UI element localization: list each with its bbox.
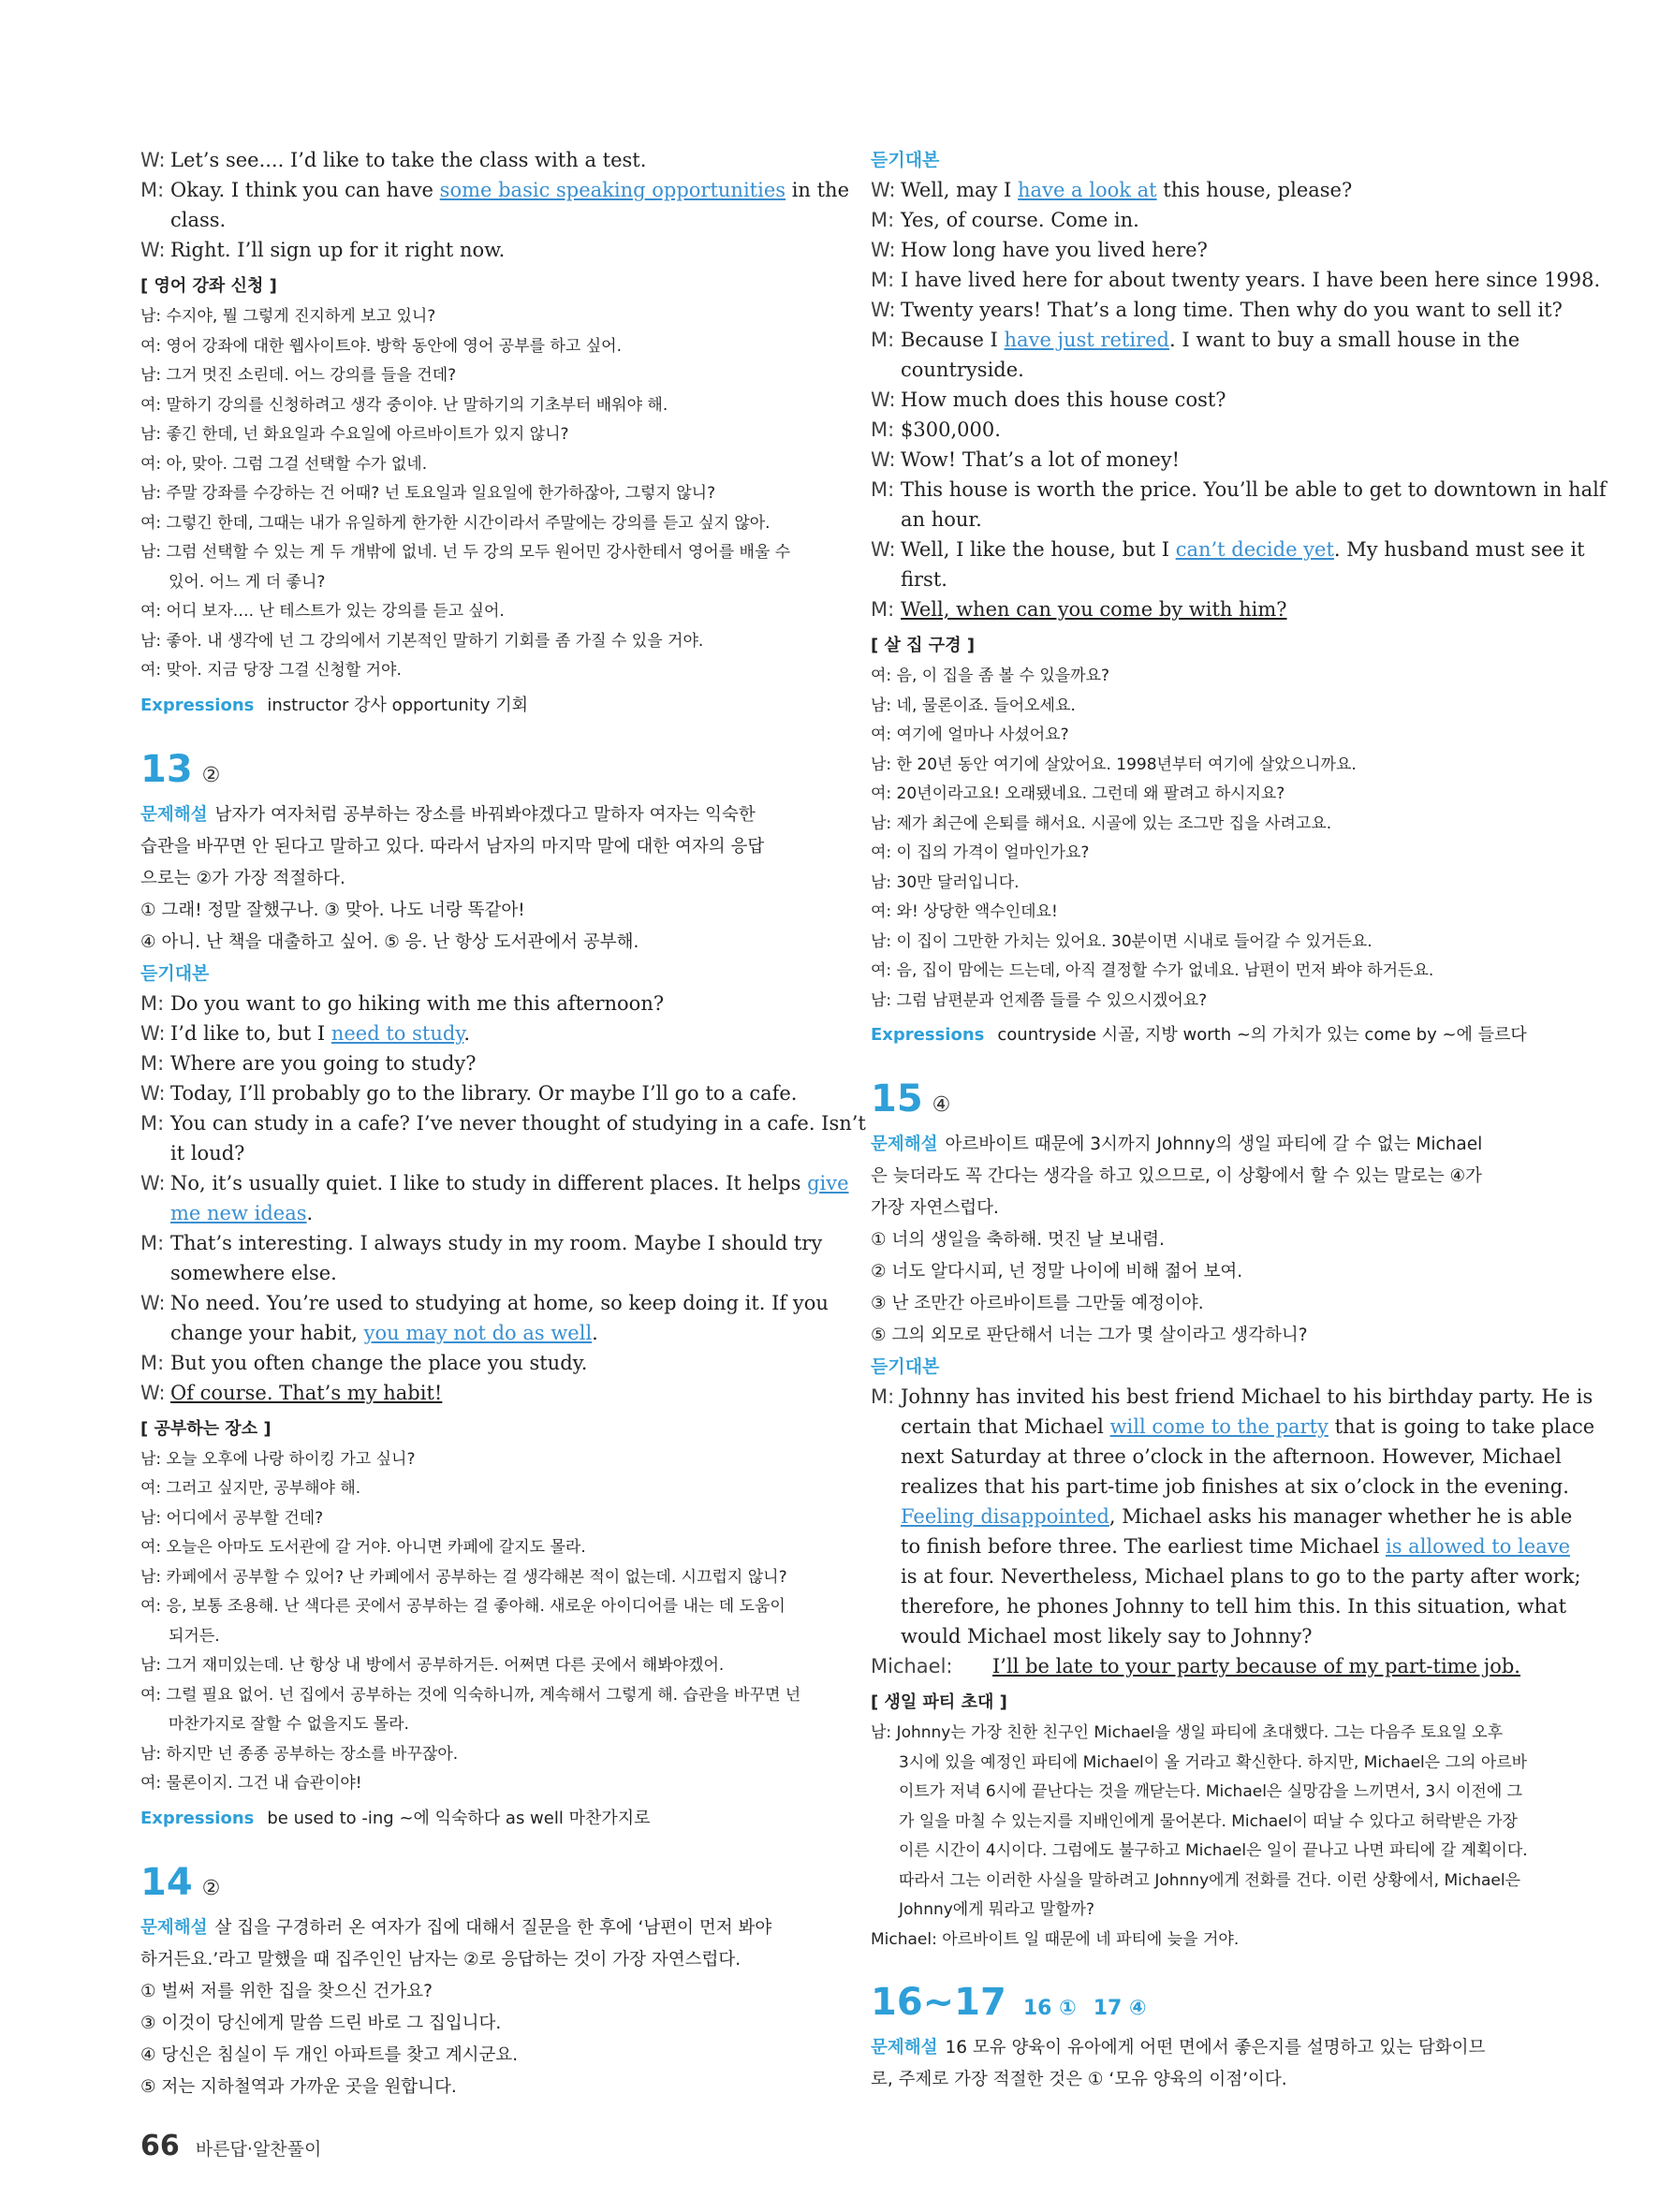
speaker-label: M: — [871, 1385, 895, 1408]
line-text: that is going to take place — [1328, 1415, 1595, 1438]
line-text: Do you want to go hiking with me this afternoon? — [170, 991, 665, 1015]
dialog-continuation — [871, 1531, 1571, 1561]
line-text: . — [306, 1201, 314, 1224]
explanation-text: 남자가 여자처럼 공부하는 장소를 바꿔봐야겠다고 말하자 여자는 익숙한 — [214, 804, 756, 825]
line-text: . — [463, 1021, 471, 1045]
speaker-label: Michael: — [871, 1655, 953, 1677]
korean-translation-line: 여: 응, 보통 조용해. 난 색다른 곳에서 공부하는 걸 좋아해. 새로운 아이디어를 내는 데 도움이 — [140, 1597, 785, 1616]
line-text: How much does this house cost? — [901, 388, 1226, 411]
speaker-label: M: — [140, 1111, 165, 1135]
korean-translation-line: 여: 말하기 강의를 신청하려고 생각 중이야. 난 말하기의 기초부터 배워야 해. — [140, 395, 668, 415]
dialog-line — [140, 175, 850, 205]
dialog-line — [140, 1018, 805, 1048]
line-text: , Michael asks his manager whether he is able — [1108, 1505, 1573, 1528]
question-number — [871, 1979, 1535, 2032]
dialog-continuation — [871, 1412, 1595, 1442]
korean-translation-line: 남: 하지만 넌 종종 공부하는 장소를 바꾸잖아. — [140, 1744, 459, 1764]
speaker-label: W: — [140, 1291, 166, 1314]
explanation-line — [140, 799, 805, 831]
dialog-line — [871, 445, 1535, 475]
line-text: That’s interesting. I always study in my room. Maybe I should try — [170, 1231, 823, 1254]
dialog-line — [871, 1382, 1593, 1412]
dialog-line — [140, 145, 805, 175]
korean-translation-line: 여: 어디 보자…. 난 테스트가 있는 강의를 듣고 싶어. — [140, 602, 505, 621]
explanation-line — [140, 1912, 805, 1944]
dialog-line — [871, 594, 1535, 624]
expressions-text: countryside 시골, 지방 worth ~의 가치가 있는 come by ~에 들르다 — [997, 1025, 1527, 1045]
korean-translation-line: 남: 30만 달러입니다. — [871, 872, 1020, 892]
line-text: No, it’s usually quiet. I like to study in different places. It helps — [170, 1171, 808, 1194]
explanation-text: 16 모유 양육이 유아에게 어떤 면에서 좋은지를 설명하고 있는 담화이므 — [945, 2038, 1486, 2058]
line-text: . My husband must see it — [1333, 538, 1585, 561]
dialog-line — [140, 1288, 829, 1318]
dialog-line — [871, 205, 1535, 235]
highlight-phrase: Feeling disappointed — [901, 1505, 1109, 1528]
korean-translation-line: 남: 한 20년 동안 여기에 살았어요. 1998년부터 여기에 살았으니까요. — [871, 754, 1357, 774]
line-text: Well, may I — [901, 179, 1019, 201]
dialog-line — [871, 235, 1535, 265]
option-line: ① 그래! 정말 잘했구나. ③ 맞아. 나도 너랑 똑같아! — [140, 900, 525, 920]
korean-translation-line: 여: 그럴 필요 없어. 넌 집에서 공부하는 것에 익숙하니까, 계속해서 그렇게 해. 습관을 바꾸면 넌 — [140, 1685, 801, 1705]
explanation-line — [871, 1193, 1535, 1224]
korean-translation-line: 여: 오늘은 아마도 도서관에 갈 거야. 아니면 카페에 갈지도 몰라. — [140, 1538, 586, 1557]
korean-translation-line: 남: 오늘 오후에 나랑 하이킹 가고 싶니? — [140, 1449, 416, 1469]
dialog-line — [140, 989, 805, 1018]
line-text: change your habit, — [170, 1321, 364, 1344]
section-title: [ 영어 강좌 신청 ] — [140, 276, 277, 296]
korean-translation-line: 남: 그거 재미있는데. 난 항상 내 방에서 공부하거든. 어쩌면 다른 곳에서 해봐야겠어. — [140, 1656, 725, 1675]
option-line: ④ 당신은 침실이 두 개인 아파트를 찾고 계시군요. — [140, 2044, 519, 2065]
explanation-label: 문제해설 — [140, 1917, 208, 1938]
speaker-label: M: — [871, 209, 895, 231]
dialog-continuation — [871, 1502, 1573, 1531]
explanation-line — [871, 2064, 1535, 2096]
question-number-value: 16~17 — [871, 1981, 1006, 2024]
explanation-label: 문제해설 — [871, 2038, 938, 2058]
explanation-text: 하거든요.’라고 말했을 때 집주인인 남자는 ②로 응답하는 것이 가장 자연스럽다. — [140, 1949, 741, 1970]
line-text: to finish before three. The earliest time Michael — [901, 1535, 1387, 1558]
korean-translation-line: 남: 좋긴 한데, 넌 화요일과 수요일에 아르바이트가 있지 않니? — [140, 425, 569, 444]
speaker-label: M: — [140, 1051, 165, 1075]
line-text: $300,000. — [901, 418, 1001, 441]
korean-translation-line: 3시에 있을 예정인 파티에 Michael이 올 거라고 확신한다. 하지만, Michael은 그의 아르바 — [899, 1752, 1528, 1772]
korean-translation-line: 마찬가지로 잘할 수 없을지도 몰라. — [169, 1715, 409, 1734]
korean-translation-line: 남: Johnny는 가장 친한 친구인 Michael을 생일 파티에 초대했다. 그는 다음주 토요일 오후 — [871, 1723, 1504, 1742]
line-text: Let’s see.... I’d like to take the class with a test. — [170, 149, 647, 171]
question-number — [871, 1076, 1535, 1129]
line-text: This house is worth the price. You’ll be able to get to downtown in half — [901, 478, 1607, 501]
page-number: 66 — [140, 2130, 180, 2162]
korean-translation-line: 여: 이 집의 가격이 얼마인가요? — [871, 843, 1090, 862]
dialog-line — [140, 1348, 805, 1378]
explanation-line — [140, 1944, 805, 1976]
explanation-text: 습관을 바꾸면 안 된다고 말하고 있다. 따라서 남자의 마지막 말에 대한 여자의 응답 — [140, 836, 765, 857]
korean-translation-line: 따라서 그는 이러한 사실을 말하려고 Johnny에게 전화를 건다. 이런 상황에서, Michael은 — [899, 1870, 1520, 1890]
dialog-continuation: would Michael most likely say to Johnny? — [901, 1625, 1313, 1648]
option-line: ③ 난 조만간 아르바이트를 그만둘 예정이야. — [871, 1294, 1204, 1313]
korean-translation-line: Johnny에게 뭐라고 말할까? — [899, 1900, 1095, 1919]
highlight-phrase: me new ideas — [170, 1201, 307, 1224]
expressions — [140, 1803, 805, 1835]
highlight-phrase: give — [807, 1171, 849, 1194]
speaker-label: W: — [871, 179, 896, 201]
dialog-line — [140, 1228, 823, 1258]
line-text: I have lived here for about twenty years. I have been here since 1998. — [901, 269, 1601, 291]
answer-16: 16 ① — [1022, 1997, 1077, 2020]
speaker-label: W: — [140, 1081, 166, 1105]
option-line: ⑤ 저는 지하철역과 가까운 곳을 원합니다. — [140, 2076, 457, 2097]
line-text: in the — [785, 179, 850, 201]
dialog-line — [140, 1378, 805, 1408]
highlight-phrase: will come to the party — [1109, 1415, 1329, 1438]
speaker-label: M: — [140, 1231, 165, 1254]
explanation-text: 은 늦더라도 꼭 간다는 생각을 하고 있으므로, 이 상황에서 할 수 있는 말로는 ④가 — [871, 1166, 1482, 1186]
explanation-line — [140, 831, 805, 863]
dialog-line — [140, 1168, 849, 1198]
explanation-line — [140, 863, 805, 895]
answer-text: I’ll be late to your party because of my part-time job. — [992, 1655, 1520, 1677]
right-column — [871, 145, 1607, 2096]
dialog-line — [871, 385, 1535, 415]
option-line: ① 너의 생일을 축하해. 멋진 날 보내렴. — [871, 1230, 1165, 1250]
line-text: Right. I’ll sign up for it right now. — [170, 239, 506, 261]
dialog-line — [871, 475, 1607, 505]
speaker-label: M: — [871, 598, 895, 621]
expressions — [140, 690, 805, 722]
speaker-label: W: — [140, 239, 166, 261]
speaker-label: W: — [871, 299, 896, 321]
line-text: How long have you lived here? — [901, 239, 1208, 261]
explanation-text: 살 집을 구경하러 온 여자가 집에 대해서 질문을 한 후에 ‘남편이 먼저 봐야 — [214, 1917, 772, 1938]
dialog-continuation: somewhere else. — [170, 1261, 337, 1284]
speaker-label: W: — [140, 1171, 166, 1194]
line-text: Because I — [901, 329, 1005, 351]
dialog-continuation — [140, 1318, 805, 1348]
line-text: Johnny has invited his best friend Michael to his birthday party. He is — [901, 1385, 1593, 1408]
dialog-continuation: countryside. — [901, 359, 1024, 381]
dialog-continuation: class. — [170, 209, 227, 231]
option-line: ① 벌써 저를 위한 집을 찾으신 건가요? — [140, 1981, 433, 2001]
answer-mark: ④ — [932, 1093, 951, 1117]
speaker-label: M: — [140, 1351, 165, 1374]
korean-translation-line: 남: 제가 최근에 은퇴를 해서요. 시골에 있는 조그만 집을 사려고요. — [871, 813, 1332, 833]
korean-translation-line: 여: 아, 맞아. 그럼 그걸 선택할 수가 없네. — [140, 454, 428, 474]
section-title: [ 생일 파티 초대 ] — [871, 1692, 1007, 1712]
answer-mark: ② — [201, 1876, 221, 1900]
dialog-line — [871, 535, 1585, 564]
option-line: ⑤ 그의 외모로 판단해서 너는 그가 몇 살이라고 생각하니? — [871, 1326, 1308, 1345]
expressions-label: Expressions — [140, 695, 255, 715]
question-number-value: 13 — [140, 747, 193, 791]
line-text: Well, I like the house, but I — [901, 538, 1176, 561]
line-text: Yes, of course. Come in. — [901, 209, 1139, 231]
korean-translation-line: 남: 어디에서 공부할 건데? — [140, 1508, 324, 1528]
answer-17: 17 ④ — [1093, 1997, 1147, 2020]
script-label: 듣기대본 — [140, 962, 210, 984]
dialog-line — [140, 1048, 805, 1078]
korean-translation-line: 여: 그렇긴 한데, 그때는 내가 유일하게 한가한 시간이라서 주말에는 강의를 듣고 싶지 않아. — [140, 513, 771, 533]
dialog-continuation — [140, 1198, 805, 1228]
page-footer — [140, 2130, 321, 2162]
explanation-text: 으로는 ②가 가장 적절하다. — [140, 868, 345, 888]
korean-translation-line: 가 일을 마칠 수 있는지를 지배인에게 물어본다. Michael이 떠날 수 있다고 허락받은 가장 — [899, 1811, 1518, 1831]
line-text: You can study in a cafe? I’ve never thought of studying in a cafe. Isn’t — [170, 1111, 866, 1135]
expressions-label: Expressions — [871, 1025, 985, 1045]
explanation-text: 아르바이트 때문에 3시까지 Johnny의 생일 파티에 갈 수 없는 Michael — [945, 1135, 1483, 1154]
highlight-phrase: can’t decide yet — [1175, 538, 1334, 561]
korean-translation-line: Michael: 아르바이트 일 때문에 네 파티에 늦을 거야. — [871, 1929, 1240, 1949]
korean-translation-line: 남: 네, 물론이죠. 들어오세요. — [871, 696, 1076, 715]
speaker-label: M: — [871, 418, 895, 441]
dialog-line — [871, 295, 1563, 325]
option-line: ② 너도 알다시피, 넌 정말 나이에 비해 젊어 보여. — [871, 1262, 1243, 1282]
dialog-continuation: is at four. Nevertheless, Michael plans to go to the party after work; — [901, 1565, 1581, 1588]
question-number-value: 14 — [140, 1860, 193, 1904]
answer-text: Of course. That’s my habit! — [170, 1381, 443, 1404]
dialog-continuation: it loud? — [170, 1141, 245, 1165]
korean-translation-line: 남: 좋아. 내 생각에 넌 그 강의에서 기본적인 말하기 기회를 좀 가질 수 있을 거야. — [140, 631, 704, 651]
highlight-phrase: you may not do as well — [363, 1321, 593, 1344]
korean-translation-line: 여: 영어 강좌에 대한 웹사이트야. 방학 동안에 영어 공부를 하고 싶어. — [140, 336, 622, 356]
speaker-label: M: — [871, 478, 895, 501]
korean-translation-line: 남: 카페에서 공부할 수 있어? 난 카페에서 공부하는 걸 생각해본 적이 없는데. 시끄럽지 않니? — [140, 1567, 787, 1587]
line-text: . I want to buy a small house in the — [1169, 329, 1520, 351]
script-label: 듣기대본 — [871, 1356, 940, 1377]
explanation-label: 문제해설 — [140, 804, 208, 825]
speaker-label: M: — [140, 179, 165, 201]
speaker-label: W: — [871, 239, 896, 261]
explanation-label: 문제해설 — [871, 1135, 938, 1154]
section-title: [ 살 집 구경 ] — [871, 636, 976, 655]
korean-translation-line: 있어. 어느 게 더 좋니? — [169, 572, 326, 592]
dialog-continuation: next Saturday at three o’clock in the afternoon. However, Michael — [901, 1445, 1562, 1468]
speaker-label: W: — [140, 1021, 166, 1045]
line-text: this house, please? — [1156, 179, 1353, 201]
dialog-line — [871, 265, 1601, 295]
answer-text: Well, when can you come by with him? — [901, 598, 1287, 621]
speaker-label: M: — [140, 991, 165, 1015]
option-line: ③ 이것이 당신에게 말씀 드린 바로 그 집입니다. — [140, 2013, 502, 2033]
line-text: Wow! That’s a lot of money! — [901, 448, 1181, 471]
korean-translation-line: 남: 그거 멋진 소린데. 어느 강의를 들을 건데? — [140, 366, 457, 385]
korean-translation-line: 여: 물론이지. 그건 내 습관이야! — [140, 1774, 362, 1793]
korean-translation-line: 되거든. — [169, 1626, 220, 1646]
dialog-line — [140, 1078, 805, 1108]
line-text: Today, I’ll probably go to the library. Or maybe I’ll go to a cafe. — [170, 1081, 798, 1105]
highlight-phrase: is allowed to leave — [1386, 1535, 1571, 1558]
korean-translation-line: 여: 20년이라고요! 오래됐네요. 그런데 왜 팔려고 하시지요? — [871, 784, 1285, 803]
speaker-label: W: — [871, 448, 896, 471]
expressions — [871, 1019, 1535, 1051]
speaker-label: W: — [871, 388, 896, 411]
korean-translation-line: 이른 시간이 4시이다. 그럼에도 불구하고 Michael은 일이 끝나고 나면 파티에 갈 계획이다. — [899, 1841, 1528, 1860]
expressions-text: instructor 강사 opportunity 기회 — [267, 695, 528, 715]
korean-translation-line: 남: 그럼 남편분과 언제쯤 들를 수 있으시겠어요? — [871, 990, 1208, 1010]
question-number — [140, 746, 805, 799]
highlight-phrase: have a look at — [1018, 179, 1157, 201]
korean-translation-line: 여: 와! 상당한 액수인데요! — [871, 902, 1058, 921]
dialog-line — [871, 1651, 1535, 1681]
korean-translation-line: 남: 그럼 선택할 수 있는 게 두 개밖에 없네. 넌 두 강의 모두 원어민 강사한테서 영어를 배울 수 — [140, 543, 791, 562]
line-text: I’d like to, but I — [170, 1021, 331, 1045]
explanation-line — [871, 1161, 1535, 1193]
explanation-text: 가장 자연스럽다. — [871, 1198, 999, 1218]
question-number-value: 15 — [871, 1077, 923, 1121]
korean-translation-line: 남: 수지야, 뭘 그렇게 진지하게 보고 있니? — [140, 307, 436, 326]
highlight-phrase: need to study — [330, 1021, 464, 1045]
script-label: 듣기대본 — [871, 150, 940, 170]
dialog-continuation: an hour. — [901, 508, 982, 531]
section-title: [ 공부하는 장소 ] — [140, 1418, 272, 1439]
dialog-line — [871, 325, 1535, 355]
expressions-label: Expressions — [140, 1808, 255, 1828]
korean-translation-line: 남: 이 집이 그만한 가치는 있어요. 30분이면 시내로 들어갈 수 있거든요. — [871, 931, 1373, 951]
speaker-label: M: — [871, 329, 895, 351]
line-text: Okay. I think you can have — [170, 179, 440, 201]
korean-translation-line: 여: 음, 이 집을 좀 볼 수 있을까요? — [871, 667, 1110, 685]
dialog-line — [871, 175, 1535, 205]
dialog-line — [140, 235, 805, 265]
korean-translation-line: 여: 맞아. 지금 당장 그걸 신청할 거야. — [140, 661, 402, 680]
question-number — [140, 1859, 805, 1912]
explanation-text: 로, 주제로 가장 적절한 것은 ① ‘모유 양육의 이점’이다. — [871, 2070, 1287, 2089]
korean-translation-line: 이트가 저녁 6시에 끝난다는 것을 깨닫는다. Michael은 실망감을 느끼면서, 3시 이전에 그 — [899, 1782, 1523, 1801]
line-text: Where are you going to study? — [170, 1051, 477, 1075]
highlight-phrase: have just retired — [1004, 329, 1170, 351]
speaker-label: M: — [871, 269, 895, 291]
explanation-line — [871, 2032, 1535, 2064]
dialog-continuation: realizes that his part-time job finishes at six o’clock in the evening. — [901, 1475, 1569, 1498]
explanation-line — [871, 1129, 1535, 1161]
korean-translation-line: 여: 음, 집이 맘에는 드는데, 아직 결정할 수가 없네요. 남편이 먼저 봐야 하거든요. — [871, 961, 1434, 980]
expressions-text: be used to -ing ~에 익숙하다 as well 마찬가지로 — [267, 1808, 651, 1828]
korean-translation-line: 여: 그러고 싶지만, 공부해야 해. — [140, 1479, 361, 1498]
line-text: . — [592, 1321, 598, 1344]
option-line: ④ 아니. 난 책을 대출하고 싶어. ⑤ 응. 난 항상 도서관에서 공부해. — [140, 931, 639, 952]
answer-mark: ② — [201, 763, 221, 787]
line-text: But you often change the place you study. — [170, 1351, 588, 1374]
left-column — [140, 145, 866, 2103]
dialog-continuation: first. — [901, 568, 947, 591]
book-title: 바른답·알찬풀이 — [195, 2139, 322, 2160]
line-text: Twenty years! That’s a long time. Then why do you want to sell it? — [901, 299, 1563, 321]
speaker-label: W: — [871, 538, 896, 561]
korean-translation-line: 남: 주말 강좌를 수강하는 건 어때? 넌 토요일과 일요일에 한가하잖아, 그렇지 않니? — [140, 484, 716, 503]
speaker-label: W: — [140, 149, 166, 171]
dialog-line — [871, 415, 1535, 445]
speaker-label: W: — [140, 1381, 166, 1404]
dialog-continuation: therefore, he phones Johnny to tell him this. In this situation, what — [901, 1595, 1567, 1618]
line-text: No need. You’re used to studying at home, so keep doing it. If you — [170, 1291, 829, 1314]
korean-translation-line: 여: 여기에 얼마나 사셨어요? — [871, 725, 1069, 744]
line-text: certain that Michael — [901, 1415, 1110, 1438]
dialog-line — [140, 1108, 866, 1138]
highlight-phrase: some basic speaking opportunities — [439, 179, 786, 201]
